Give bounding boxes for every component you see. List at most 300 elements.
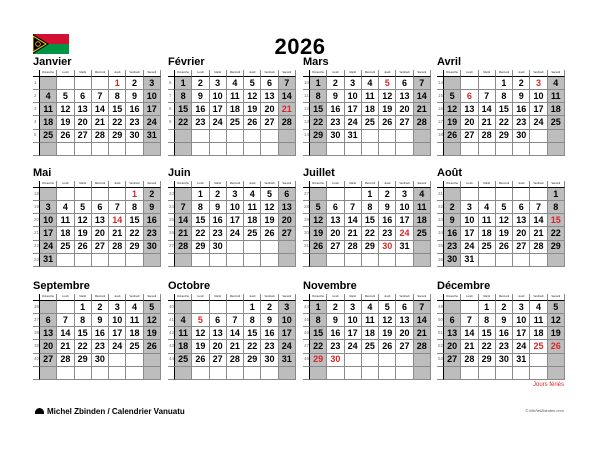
day-cell: 29 (126, 241, 143, 254)
weekday-header: Mardi (210, 181, 227, 188)
day-cell: 18 (126, 327, 143, 340)
day-cell: 30 (144, 241, 161, 254)
empty-cell (40, 301, 57, 314)
day-cell: 13 (444, 327, 461, 340)
day-cell: 13 (461, 103, 478, 116)
weekday-header: Mercredi (496, 70, 513, 77)
day-cell: 13 (279, 201, 296, 214)
day-cell: 5 (192, 314, 209, 327)
week-number: 43 (168, 340, 175, 353)
day-cell: 16 (444, 227, 461, 240)
week-number: 53 (437, 354, 444, 367)
day-cell: 26 (57, 130, 74, 143)
day-cell: 6 (396, 301, 413, 314)
day-cell: 7 (57, 314, 74, 327)
day-cell: 2 (210, 188, 227, 201)
month-grid (437, 181, 565, 267)
empty-cell (244, 254, 261, 267)
day-cell: 19 (261, 214, 278, 227)
month-name: Mai (33, 167, 52, 179)
empty-cell (227, 130, 244, 143)
weekday-header: Mercredi (92, 181, 109, 188)
day-cell: 27 (396, 340, 413, 353)
day-cell: 6 (461, 90, 478, 103)
week-number: 4 (33, 116, 40, 129)
empty-cell (210, 367, 227, 380)
week-number: 40 (33, 354, 40, 367)
empty-cell (548, 130, 565, 143)
empty-cell (57, 367, 74, 380)
day-cell: 1 (109, 77, 126, 90)
week-number: 7 (168, 90, 175, 103)
footer-credit-text: Michel Zbinden / Calendrier Vanuatu (47, 407, 185, 416)
empty-cell (362, 367, 379, 380)
empty-cell (57, 77, 74, 90)
week-header-corner (168, 294, 175, 301)
day-cell: 20 (75, 116, 92, 129)
empty-cell (175, 143, 192, 156)
week-header-corner (303, 70, 310, 77)
week-number: 27 (303, 188, 310, 201)
day-cell: 27 (461, 130, 478, 143)
day-cell: 16 (327, 103, 344, 116)
day-cell: 8 (362, 201, 379, 214)
day-cell: 11 (479, 214, 496, 227)
weekday-header: Dimanche (175, 70, 192, 77)
day-cell: 17 (345, 327, 362, 340)
day-cell: 13 (396, 314, 413, 327)
day-cell: 13 (327, 214, 344, 227)
month-name: Novembre (303, 280, 357, 292)
empty-cell (210, 143, 227, 156)
empty-cell (40, 367, 57, 380)
month-name: Janvier (33, 56, 72, 68)
day-cell: 15 (192, 214, 209, 227)
day-cell: 13 (92, 214, 109, 227)
day-cell: 1 (192, 188, 209, 201)
day-cell: 1 (310, 301, 327, 314)
day-cell: 17 (227, 214, 244, 227)
empty-cell (261, 143, 278, 156)
week-number: 10 (303, 77, 310, 90)
week-number: 5 (33, 130, 40, 143)
day-cell: 28 (414, 340, 431, 353)
day-cell: 12 (261, 201, 278, 214)
empty-cell (461, 188, 478, 201)
day-cell: 2 (261, 301, 278, 314)
week-header-corner (168, 70, 175, 77)
month-name: Juin (168, 167, 191, 179)
day-cell: 27 (513, 241, 530, 254)
day-cell: 15 (109, 103, 126, 116)
day-cell: 10 (345, 90, 362, 103)
month-9 (33, 280, 161, 380)
day-cell: 12 (548, 314, 565, 327)
day-cell: 28 (92, 130, 109, 143)
weekday-header: Samedi (548, 294, 565, 301)
day-cell: 18 (548, 103, 565, 116)
day-cell: 9 (210, 201, 227, 214)
day-cell: 28 (530, 241, 547, 254)
empty-cell (109, 254, 126, 267)
day-cell: 6 (210, 314, 227, 327)
day-cell: 19 (144, 327, 161, 340)
day-cell: 23 (92, 340, 109, 353)
day-cell: 14 (175, 214, 192, 227)
day-cell: 22 (75, 340, 92, 353)
day-cell: 24 (210, 116, 227, 129)
day-cell: 25 (57, 241, 74, 254)
empty-cell (75, 254, 92, 267)
day-cell: 26 (192, 354, 209, 367)
empty-cell (227, 254, 244, 267)
day-cell: 26 (244, 116, 261, 129)
empty-cell (126, 367, 143, 380)
day-cell: 11 (244, 201, 261, 214)
empty-cell (444, 188, 461, 201)
day-cell: 19 (57, 116, 74, 129)
day-cell: 21 (461, 340, 478, 353)
day-cell: 28 (227, 354, 244, 367)
weekday-header: Vendredi (261, 70, 278, 77)
week-number: 29 (303, 214, 310, 227)
day-cell: 5 (57, 90, 74, 103)
day-cell: 5 (75, 201, 92, 214)
week-number: 21 (33, 227, 40, 240)
day-cell: 8 (496, 90, 513, 103)
day-cell: 5 (310, 201, 327, 214)
week-number: 31 (303, 241, 310, 254)
empty-cell (513, 188, 530, 201)
day-cell: 13 (396, 90, 413, 103)
day-cell: 12 (379, 314, 396, 327)
weekday-header: Lundi (192, 70, 209, 77)
empty-cell (379, 367, 396, 380)
day-cell: 25 (40, 130, 57, 143)
day-cell: 15 (362, 214, 379, 227)
day-cell: 10 (109, 314, 126, 327)
empty-cell (126, 254, 143, 267)
month-name: Mars (303, 56, 329, 68)
day-cell: 20 (92, 227, 109, 240)
day-cell: 16 (496, 327, 513, 340)
day-cell: 11 (40, 103, 57, 116)
empty-cell (530, 143, 547, 156)
day-cell: 9 (126, 90, 143, 103)
day-cell: 28 (279, 116, 296, 129)
empty-cell (144, 143, 161, 156)
day-cell: 19 (496, 227, 513, 240)
weekday-header: Mardi (345, 181, 362, 188)
week-number: 31 (437, 188, 444, 201)
day-cell: 29 (192, 241, 209, 254)
day-cell: 7 (414, 301, 431, 314)
weekday-header: Samedi (144, 294, 161, 301)
day-cell: 21 (479, 116, 496, 129)
day-cell: 21 (109, 227, 126, 240)
month-4 (437, 56, 565, 156)
week-number: 11 (303, 90, 310, 103)
weekday-header: Mercredi (496, 294, 513, 301)
week-number: 34 (437, 227, 444, 240)
day-cell: 20 (210, 340, 227, 353)
day-cell: 5 (548, 301, 565, 314)
week-number: 36 (33, 301, 40, 314)
weekday-header: Vendredi (530, 70, 547, 77)
empty-cell (192, 367, 209, 380)
month-name: Octobre (168, 280, 211, 292)
empty-cell (92, 254, 109, 267)
day-cell: 17 (40, 227, 57, 240)
day-cell: 26 (379, 116, 396, 129)
weekday-header: Mercredi (92, 70, 109, 77)
day-cell: 6 (261, 77, 278, 90)
month-grid (168, 294, 296, 380)
day-cell: 29 (362, 241, 379, 254)
empty-cell (175, 301, 192, 314)
day-cell: 24 (345, 116, 362, 129)
day-cell: 28 (175, 241, 192, 254)
day-cell: 26 (261, 227, 278, 240)
day-cell: 27 (210, 354, 227, 367)
day-cell: 19 (548, 327, 565, 340)
weekday-header: Mardi (210, 294, 227, 301)
day-cell: 17 (210, 103, 227, 116)
day-cell: 25 (530, 340, 547, 353)
week-number: 30 (303, 227, 310, 240)
weekday-header: Mardi (75, 181, 92, 188)
day-cell: 2 (126, 77, 143, 90)
day-cell: 20 (444, 340, 461, 353)
empty-cell (57, 188, 74, 201)
weekday-header: Jeudi (244, 181, 261, 188)
day-cell: 1 (310, 77, 327, 90)
empty-cell (210, 301, 227, 314)
weekday-header: Mardi (345, 294, 362, 301)
week-number (303, 367, 310, 380)
day-cell: 18 (40, 116, 57, 129)
day-cell: 25 (175, 354, 192, 367)
day-cell: 17 (461, 227, 478, 240)
day-cell: 27 (444, 354, 461, 367)
empty-cell (92, 77, 109, 90)
day-cell: 10 (210, 90, 227, 103)
day-cell: 26 (444, 130, 461, 143)
empty-cell (414, 130, 431, 143)
day-cell: 10 (227, 201, 244, 214)
empty-cell (414, 143, 431, 156)
weekday-header: Lundi (327, 70, 344, 77)
empty-cell (461, 301, 478, 314)
week-number: 38 (33, 327, 40, 340)
empty-cell (227, 301, 244, 314)
weekday-header: Jeudi (513, 70, 530, 77)
day-cell: 19 (379, 103, 396, 116)
weekday-header: Mercredi (92, 294, 109, 301)
empty-cell (345, 254, 362, 267)
empty-cell (175, 188, 192, 201)
empty-cell (244, 143, 261, 156)
day-cell: 1 (126, 188, 143, 201)
day-cell: 7 (479, 90, 496, 103)
empty-cell (57, 143, 74, 156)
day-cell: 25 (479, 241, 496, 254)
empty-cell (548, 354, 565, 367)
empty-cell (530, 188, 547, 201)
day-cell: 18 (479, 227, 496, 240)
day-cell: 8 (479, 314, 496, 327)
empty-cell (227, 241, 244, 254)
empty-cell (40, 77, 57, 90)
empty-cell (75, 367, 92, 380)
empty-cell (444, 77, 461, 90)
weekday-header: Mardi (479, 294, 496, 301)
day-cell: 29 (75, 354, 92, 367)
day-cell: 30 (126, 130, 143, 143)
empty-cell (279, 130, 296, 143)
empty-cell (261, 130, 278, 143)
day-cell: 11 (362, 314, 379, 327)
empty-cell (310, 367, 327, 380)
day-cell: 15 (126, 214, 143, 227)
empty-cell (327, 254, 344, 267)
week-number: 33 (437, 214, 444, 227)
empty-cell (175, 367, 192, 380)
day-cell: 15 (310, 103, 327, 116)
day-cell: 11 (362, 90, 379, 103)
day-cell: 29 (109, 130, 126, 143)
day-cell: 5 (379, 301, 396, 314)
empty-cell (175, 254, 192, 267)
empty-cell (261, 241, 278, 254)
week-header-corner (303, 181, 310, 188)
empty-cell (227, 367, 244, 380)
week-number: 3 (33, 103, 40, 116)
day-cell: 25 (227, 116, 244, 129)
empty-cell (126, 354, 143, 367)
week-number: 49 (437, 301, 444, 314)
day-cell: 30 (210, 241, 227, 254)
day-cell: 23 (210, 227, 227, 240)
weekday-header: Dimanche (444, 294, 461, 301)
weekday-header: Lundi (461, 70, 478, 77)
day-cell: 12 (496, 214, 513, 227)
day-cell: 19 (192, 340, 209, 353)
day-cell: 6 (444, 314, 461, 327)
day-cell: 7 (414, 77, 431, 90)
weekday-header: Samedi (144, 181, 161, 188)
day-cell: 16 (126, 103, 143, 116)
empty-cell (144, 254, 161, 267)
empty-cell (530, 354, 547, 367)
day-cell: 6 (396, 77, 413, 90)
day-cell: 7 (345, 201, 362, 214)
day-cell: 16 (261, 327, 278, 340)
empty-cell (327, 188, 344, 201)
month-grid (437, 294, 565, 380)
day-cell: 24 (144, 116, 161, 129)
weekday-header: Jeudi (244, 294, 261, 301)
day-cell: 5 (244, 77, 261, 90)
month-7 (303, 167, 431, 267)
empty-cell (40, 143, 57, 156)
week-number: 16 (437, 103, 444, 116)
empty-cell (396, 130, 413, 143)
day-cell: 31 (513, 354, 530, 367)
month-12 (437, 280, 565, 380)
weekday-header: Mercredi (227, 181, 244, 188)
month-grid (303, 181, 431, 267)
empty-cell (327, 143, 344, 156)
day-cell: 21 (414, 327, 431, 340)
weekday-header: Mardi (479, 70, 496, 77)
week-number: 44 (168, 354, 175, 367)
week-number (168, 130, 175, 143)
week-number: 23 (168, 188, 175, 201)
weekday-header: Vendredi (396, 70, 413, 77)
day-cell: 23 (192, 116, 209, 129)
week-number (437, 367, 444, 380)
day-cell: 8 (109, 90, 126, 103)
day-cell: 10 (396, 201, 413, 214)
day-cell: 26 (548, 340, 565, 353)
day-cell: 9 (327, 314, 344, 327)
day-cell: 12 (244, 90, 261, 103)
weekday-header: Samedi (548, 181, 565, 188)
weekday-header: Samedi (279, 294, 296, 301)
week-number (168, 254, 175, 267)
day-cell: 19 (379, 327, 396, 340)
day-cell: 8 (310, 90, 327, 103)
week-number (168, 367, 175, 380)
empty-cell (310, 143, 327, 156)
weekday-header: Samedi (414, 294, 431, 301)
weekday-header: Dimanche (310, 294, 327, 301)
weekday-header: Dimanche (444, 70, 461, 77)
day-cell: 20 (461, 116, 478, 129)
day-cell: 5 (144, 301, 161, 314)
week-header-corner (33, 181, 40, 188)
day-cell: 9 (92, 314, 109, 327)
day-cell: 1 (479, 301, 496, 314)
weekday-header: Dimanche (175, 294, 192, 301)
empty-cell (396, 367, 413, 380)
day-cell: 2 (496, 301, 513, 314)
day-cell: 14 (414, 90, 431, 103)
day-cell: 18 (57, 227, 74, 240)
day-cell: 22 (479, 340, 496, 353)
weekday-header: Vendredi (530, 181, 547, 188)
day-cell: 18 (175, 340, 192, 353)
weekday-header: Dimanche (40, 70, 57, 77)
day-cell: 6 (327, 201, 344, 214)
month-11 (303, 280, 431, 380)
day-cell: 26 (379, 340, 396, 353)
day-cell: 31 (279, 354, 296, 367)
day-cell: 14 (414, 314, 431, 327)
day-cell: 2 (513, 77, 530, 90)
day-cell: 30 (327, 354, 344, 367)
day-cell: 26 (75, 241, 92, 254)
weekday-header: Lundi (192, 181, 209, 188)
day-cell: 14 (279, 90, 296, 103)
day-cell: 29 (479, 354, 496, 367)
month-5 (33, 167, 161, 267)
week-number: 24 (168, 201, 175, 214)
day-cell: 4 (126, 301, 143, 314)
weekday-header: Samedi (144, 70, 161, 77)
week-number: 37 (33, 314, 40, 327)
